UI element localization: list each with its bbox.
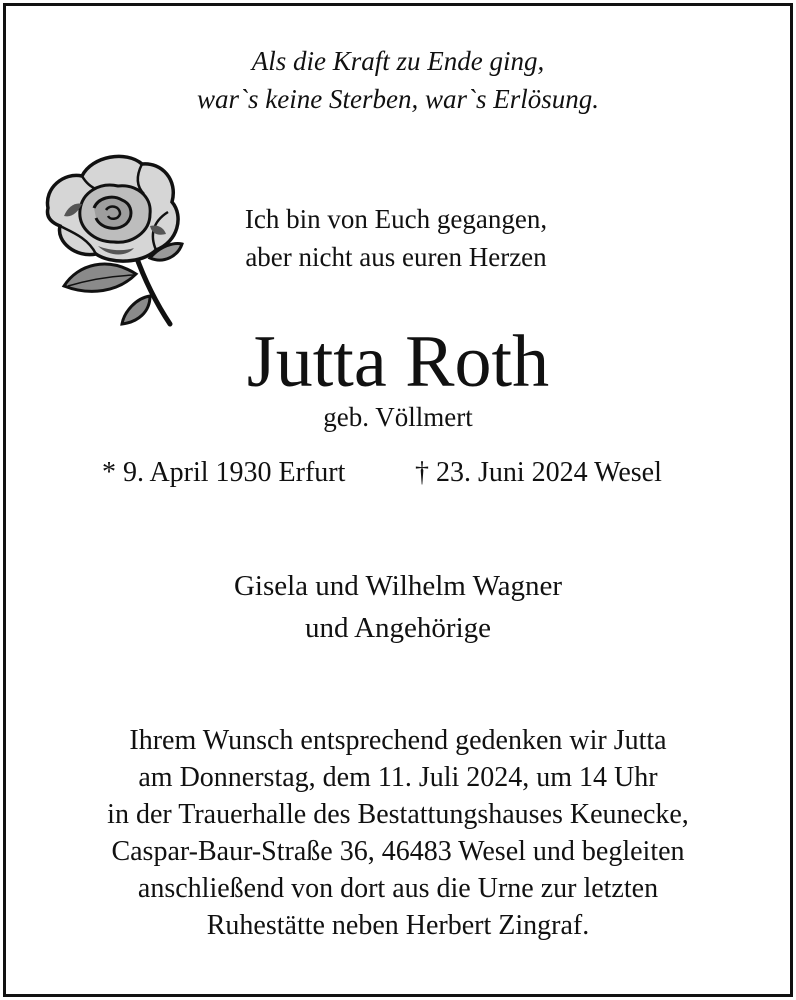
notice-line: in der Trauerhalle des Bestattungshauses Keunecke, <box>107 799 689 830</box>
subquote-line-2: aber nicht aus euren Herzen <box>245 242 547 272</box>
notice-line: Ihrem Wunsch entsprechend gedenken wir Jutta <box>129 725 667 756</box>
mourners-line-2: und Angehörige <box>304 612 492 644</box>
notice-line: anschließend von dort aus die Urne zur letzten <box>137 873 659 904</box>
mourners <box>0 565 796 649</box>
deceased-name: Jutta Roth <box>246 321 550 403</box>
memorial-notice <box>0 722 796 944</box>
birth-name: geb. Völlmert <box>323 402 473 432</box>
mourners-line-1: Gisela und Wilhelm Wagner <box>233 570 563 602</box>
birth-date: * 9. April 1930 Erfurt <box>102 457 346 488</box>
rose-icon <box>38 146 188 328</box>
subquote-line-1: Ich bin von Euch gegangen, <box>244 204 548 234</box>
notice-line: Ruhestätte neben Herbert Zingraf. <box>206 910 590 941</box>
death-date: † 23. Juni 2024 Wesel <box>415 457 662 488</box>
notice-line: Caspar-Baur-Straße 36, 46483 Wesel und begleiten <box>111 836 685 867</box>
motto-line-2: war`s keine Sterben, war`s Erlösung. <box>197 84 599 114</box>
notice-line: am Donnerstag, dem 11. Juli 2024, um 14 Uhr <box>138 762 658 793</box>
subquote <box>196 200 596 276</box>
motto-quote <box>0 42 796 118</box>
motto-line-1: Als die Kraft zu Ende ging, <box>251 46 545 76</box>
